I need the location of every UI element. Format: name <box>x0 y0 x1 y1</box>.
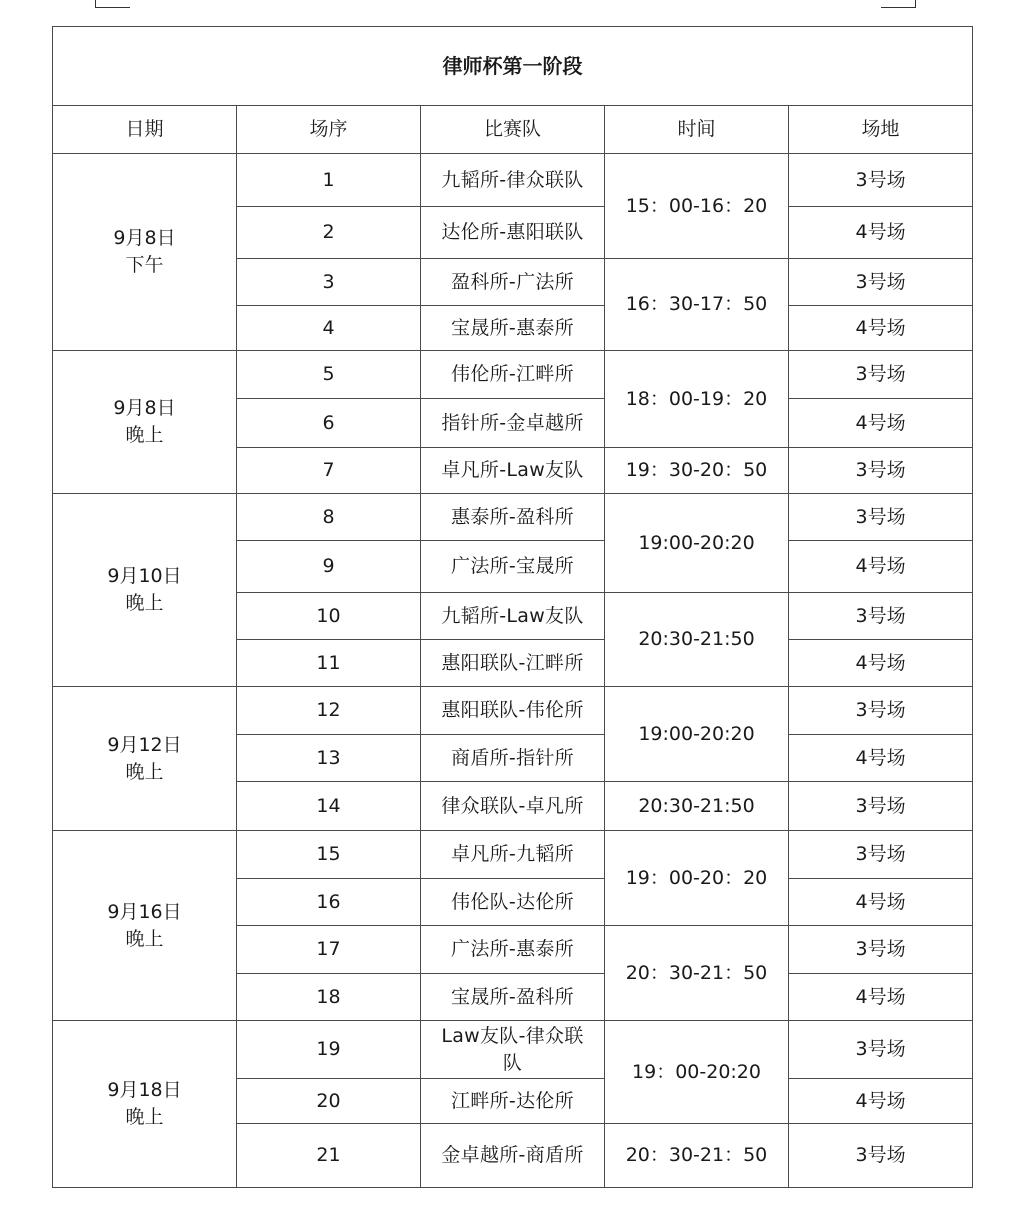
header-date: 日期 <box>53 106 237 154</box>
venue-cell: 4号场 <box>789 541 973 593</box>
match-number: 7 <box>237 448 421 494</box>
period-text: 晚上 <box>125 592 164 614</box>
venue-cell: 3号场 <box>789 687 973 735</box>
date-text: 9月8日 <box>113 397 176 419</box>
match-number: 19 <box>237 1021 421 1079</box>
match-teams: 指针所-金卓越所 <box>421 399 605 448</box>
match-number: 16 <box>237 879 421 926</box>
match-teams: 九韬所-律众联队 <box>421 154 605 207</box>
time-slot: 19:00-20:20 <box>605 687 789 782</box>
match-teams: 九韬所-Law友队 <box>421 593 605 640</box>
match-number: 11 <box>237 640 421 687</box>
venue-cell: 3号场 <box>789 831 973 879</box>
match-teams: 广法所-惠泰所 <box>421 926 605 974</box>
match-number: 13 <box>237 735 421 782</box>
time-slot: 20：30-21：50 <box>605 926 789 1021</box>
time-slot: 20:30-21:50 <box>605 593 789 687</box>
venue-cell: 4号场 <box>789 306 973 351</box>
date-text: 9月12日 <box>107 733 182 756</box>
match-number: 4 <box>237 306 421 351</box>
venue-cell: 4号场 <box>789 974 973 1021</box>
date-cell <box>53 831 237 1021</box>
match-number: 12 <box>237 687 421 735</box>
table-row <box>53 494 973 541</box>
time-slot: 19：00-20：20 <box>605 831 789 926</box>
time-slot: 15：00-16：20 <box>605 154 789 259</box>
match-number: 10 <box>237 593 421 640</box>
table-row <box>53 351 973 399</box>
venue-cell: 3号场 <box>789 351 973 399</box>
time-slot: 19：30-20：50 <box>605 448 789 494</box>
period-text: 晚上 <box>125 927 164 950</box>
date-cell <box>53 1021 237 1188</box>
match-teams: 惠阳联队-伟伦所 <box>421 687 605 735</box>
match-number: 2 <box>237 207 421 259</box>
match-teams: 盈科所-广法所 <box>421 259 605 306</box>
venue-cell: 4号场 <box>789 735 973 782</box>
match-teams: 卓凡所-九韬所 <box>421 831 605 879</box>
match-teams: 宝晟所-惠泰所 <box>421 306 605 351</box>
venue-cell: 3号场 <box>789 593 973 640</box>
time-slot: 20:30-21:50 <box>605 782 789 831</box>
time-slot: 18：00-19：20 <box>605 351 789 448</box>
venue-cell: 3号场 <box>789 494 973 541</box>
date-cell <box>53 351 237 494</box>
crop-mark-left <box>95 0 130 8</box>
date-cell <box>53 494 237 687</box>
venue-cell: 4号场 <box>789 1079 973 1124</box>
match-number: 3 <box>237 259 421 306</box>
period-text: 晚上 <box>125 760 164 783</box>
table-row <box>53 1021 973 1079</box>
header-time: 时间 <box>605 106 789 154</box>
header-row <box>53 106 973 154</box>
date-text: 9月10日 <box>107 565 182 587</box>
period-text: 下午 <box>125 254 164 276</box>
venue-cell: 3号场 <box>789 1021 973 1079</box>
match-teams: 江畔所-达伦所 <box>421 1079 605 1124</box>
match-number: 20 <box>237 1079 421 1124</box>
time-slot: 19：00-20:20 <box>605 1021 789 1124</box>
match-teams: 惠泰所-盈科所 <box>421 494 605 541</box>
time-slot: 19:00-20:20 <box>605 494 789 593</box>
venue-cell: 3号场 <box>789 448 973 494</box>
venue-cell: 3号场 <box>789 259 973 306</box>
venue-cell: 4号场 <box>789 207 973 259</box>
match-number: 9 <box>237 541 421 593</box>
match-teams: 伟伦所-江畔所 <box>421 351 605 399</box>
match-teams: 伟伦队-达伦所 <box>421 879 605 926</box>
match-teams: 广法所-宝晟所 <box>421 541 605 593</box>
match-teams: 金卓越所-商盾所 <box>421 1124 605 1188</box>
venue-cell: 3号场 <box>789 782 973 831</box>
match-number: 18 <box>237 974 421 1021</box>
venue-cell: 4号场 <box>789 640 973 687</box>
match-number: 1 <box>237 154 421 207</box>
table-row <box>53 687 973 735</box>
match-teams: 商盾所-指针所 <box>421 735 605 782</box>
header-match-order: 场序 <box>237 106 421 154</box>
date-text: 9月18日 <box>107 1079 182 1101</box>
match-number: 6 <box>237 399 421 448</box>
date-text: 9月8日 <box>113 227 176 249</box>
table-title: 律师杯第一阶段 <box>53 27 973 106</box>
match-number: 5 <box>237 351 421 399</box>
header-venue: 场地 <box>789 106 973 154</box>
match-number: 15 <box>237 831 421 879</box>
venue-cell: 4号场 <box>789 879 973 926</box>
time-slot: 20：30-21：50 <box>605 1124 789 1188</box>
period-text: 晚上 <box>125 424 164 446</box>
match-teams: 惠阳联队-江畔所 <box>421 640 605 687</box>
match-number: 14 <box>237 782 421 831</box>
match-teams: 宝晟所-盈科所 <box>421 974 605 1021</box>
match-teams: 律众联队-卓凡所 <box>421 782 605 831</box>
match-number: 21 <box>237 1124 421 1188</box>
venue-cell: 3号场 <box>789 926 973 974</box>
table-row <box>53 154 973 207</box>
schedule-table <box>52 26 973 1188</box>
venue-cell: 3号场 <box>789 154 973 207</box>
table-row <box>53 831 973 879</box>
date-cell <box>53 687 237 831</box>
match-number: 17 <box>237 926 421 974</box>
date-cell <box>53 154 237 351</box>
match-teams: 卓凡所-Law友队 <box>421 448 605 494</box>
venue-cell: 4号场 <box>789 399 973 448</box>
venue-cell: 3号场 <box>789 1124 973 1188</box>
match-teams: Law友队-律众联队 <box>421 1021 605 1079</box>
time-slot: 16：30-17：50 <box>605 259 789 351</box>
header-teams: 比赛队 <box>421 106 605 154</box>
crop-mark-right <box>881 0 916 8</box>
match-teams: 达伦所-惠阳联队 <box>421 207 605 259</box>
date-text: 9月16日 <box>107 900 182 923</box>
match-number: 8 <box>237 494 421 541</box>
period-text: 晚上 <box>125 1106 164 1128</box>
